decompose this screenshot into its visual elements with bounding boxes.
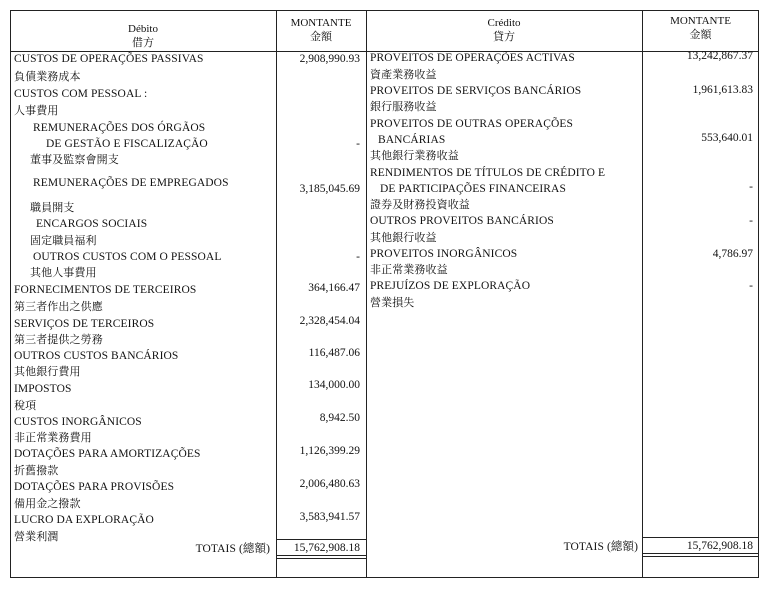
- debit-line: FORNECIMENTOS DE TERCEIROS: [14, 284, 197, 296]
- debit-line: IMPOSTOS: [14, 383, 72, 395]
- debit-line: OUTROS CUSTOS COM O PESSOAL: [33, 251, 222, 263]
- credit-header: [366, 17, 642, 43]
- divider-debit-credit: [366, 10, 367, 578]
- debit-header: [10, 23, 276, 49]
- debit-line: 折舊撥款: [14, 464, 59, 477]
- debit-amount-header-pt: MONTANTE: [290, 17, 352, 29]
- debit-line: CUSTOS COM PESSOAL :: [14, 88, 148, 100]
- debit-amount: 134,000.00: [308, 379, 360, 391]
- credit-amount: 13,242,867.37: [686, 50, 753, 62]
- debit-line: CUSTOS INORGÂNICOS: [14, 416, 142, 428]
- debit-line: OUTROS CUSTOS BANCÁRIOS: [14, 350, 179, 362]
- debit-line: LUCRO DA EXPLORAÇÃO: [14, 514, 154, 526]
- debit-line: 其他人事費用: [30, 266, 97, 279]
- debit-amount: 3,185,045.69: [299, 183, 360, 195]
- debit-line: REMUNERAÇÕES DE EMPREGADOS: [33, 177, 229, 189]
- credit-line: 證券及財務投資收益: [370, 198, 470, 211]
- credit-line: BANCÁRIAS: [378, 134, 446, 146]
- debit-amount: -: [356, 251, 360, 263]
- credit-line: PROVEITOS DE SERVIÇOS BANCÁRIOS: [370, 85, 582, 97]
- debit-line: 第三者提供之勞務: [14, 333, 103, 346]
- credit-amount: 1,961,613.83: [692, 84, 753, 96]
- credit-total-amount: 15,762,908.18: [686, 540, 753, 552]
- credit-line: PREJUÍZOS DE EXPLORAÇÃO: [370, 280, 531, 292]
- debit-line: DE GESTÃO E FISCALIZAÇÃO: [46, 138, 208, 150]
- debit-amount: 8,942.50: [319, 412, 360, 424]
- debit-amount: 2,328,454.04: [299, 315, 360, 327]
- debit-line: 職員開支: [30, 201, 75, 214]
- credit-line: 銀行服務收益: [370, 100, 437, 113]
- debit-amount-header-zh: 金額: [310, 30, 332, 43]
- credit-amount: 4,786.97: [712, 248, 753, 260]
- credit-line: 營業損失: [370, 296, 415, 309]
- debit-line: 第三者作出之供應: [14, 300, 103, 313]
- credit-amount-header: [642, 15, 759, 41]
- credit-amount: 553,640.01: [701, 132, 753, 144]
- credit-line: 非正常業務收益: [370, 263, 448, 276]
- debit-line: 備用金之撥款: [14, 497, 81, 510]
- debit-total-rule-top: [276, 539, 366, 540]
- debit-amount: 1,126,399.29: [299, 445, 360, 457]
- debit-header-pt: Débito: [128, 23, 158, 35]
- credit-total-rule-top: [642, 537, 759, 538]
- credit-amount: -: [749, 215, 753, 227]
- debit-line: REMUNERAÇÕES DOS ÓRGÃOS: [33, 122, 206, 134]
- debit-line: DOTAÇÕES PARA AMORTIZAÇÕES: [14, 448, 201, 460]
- credit-line: OUTROS PROVEITOS BANCÁRIOS: [370, 215, 554, 227]
- debit-line: 董事及監察會開支: [30, 153, 119, 166]
- credit-line: RENDIMENTOS DE TÍTULOS DE CRÉDITO E: [370, 167, 606, 179]
- debit-line: CUSTOS DE OPERAÇÕES PASSIVAS: [14, 53, 204, 65]
- debit-line: DOTAÇÕES PARA PROVISÕES: [14, 481, 175, 493]
- debit-line: SERVIÇOS DE TERCEIROS: [14, 318, 155, 330]
- debit-line: ENCARGOS SOCIAIS: [36, 218, 148, 230]
- debit-header-zh: 借方: [132, 36, 154, 49]
- debit-total-amount: 15,762,908.18: [293, 542, 360, 554]
- debit-line: 負債業務成本: [14, 70, 81, 83]
- debit-amount: 2,908,990.93: [299, 53, 360, 65]
- credit-line: 其他銀行業務收益: [370, 149, 459, 162]
- credit-line: 資產業務收益: [370, 68, 437, 81]
- credit-total-rule-bottom: [642, 556, 759, 557]
- debit-line: 其他銀行費用: [14, 365, 81, 378]
- credit-amount: -: [749, 280, 753, 292]
- debit-amount: 364,166.47: [308, 282, 360, 294]
- debit-amount: 3,583,941.57: [299, 511, 360, 523]
- credit-line: PROVEITOS DE OPERAÇÕES ACTIVAS: [370, 52, 575, 64]
- debit-line: 固定職員福利: [30, 234, 97, 247]
- debit-amount: 116,487.06: [308, 347, 360, 359]
- credit-header-zh: 貸方: [493, 30, 515, 43]
- debit-total-rule-bottom: [276, 558, 366, 559]
- debit-line: 非正常業務費用: [14, 431, 92, 444]
- debit-line: 營業利潤: [14, 530, 59, 543]
- credit-amount-header-pt: MONTANTE: [670, 15, 731, 27]
- debit-amount-header: [276, 17, 366, 43]
- credit-line: 其他銀行收益: [370, 231, 437, 244]
- credit-amount: -: [749, 181, 753, 193]
- credit-line: PROVEITOS DE OUTRAS OPERAÇÕES: [370, 118, 574, 130]
- debit-line: 稅項: [14, 399, 37, 412]
- credit-totals-label: TOTAIS (總額): [563, 541, 638, 553]
- debit-amount: -: [356, 138, 360, 150]
- debit-line: 人事費用: [14, 104, 59, 117]
- credit-line: PROVEITOS INORGÂNICOS: [370, 248, 518, 260]
- credit-line: DE PARTICIPAÇÕES FINANCEIRAS: [380, 183, 566, 195]
- debit-amount: 2,006,480.63: [299, 478, 360, 490]
- credit-amount-header-zh: 金額: [689, 28, 712, 41]
- credit-header-pt: Crédito: [487, 17, 521, 29]
- debit-totals-label: TOTAIS (總額): [195, 543, 270, 555]
- debit-total-rule-mid: [276, 555, 366, 556]
- credit-total-rule-mid: [642, 553, 759, 554]
